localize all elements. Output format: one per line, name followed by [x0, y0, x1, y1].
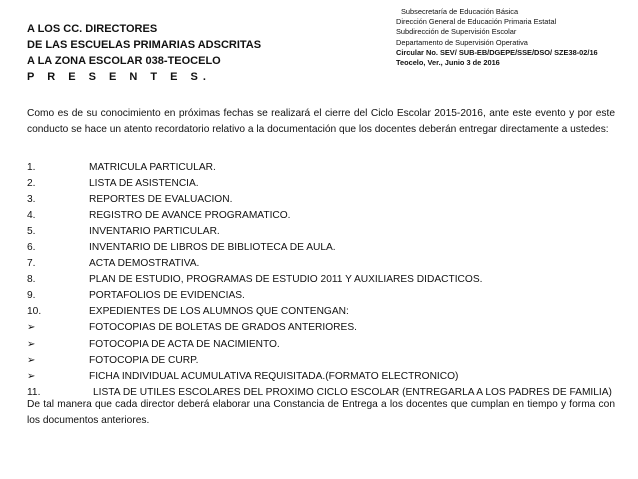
list-item	[27, 192, 627, 208]
list-item-number: 5.	[27, 226, 36, 238]
list-item	[27, 256, 627, 272]
list-item-number: 8.	[27, 274, 36, 286]
list-item	[27, 288, 627, 304]
sub-list-item-text: FOTOCOPIA DE ACTA DE NACIMIENTO.	[89, 338, 280, 350]
sub-list-item	[27, 320, 627, 336]
arrow-bullet-icon: ➢	[27, 354, 36, 366]
list-item-text: INVENTARIO PARTICULAR.	[89, 226, 220, 238]
list-item	[27, 304, 627, 320]
addressee-block	[27, 21, 261, 85]
list-item	[27, 160, 627, 176]
list-item	[27, 240, 627, 256]
list-item-number: 2.	[27, 178, 36, 190]
list-item-number: 7.	[27, 258, 36, 270]
letterhead-line: Subdirección de Supervisión Escolar	[396, 27, 517, 37]
list-item-text: REGISTRO DE AVANCE PROGRAMATICO.	[89, 210, 291, 222]
list-item-number: 6.	[27, 242, 36, 254]
sub-list-item-text: FOTOCOPIA DE CURP.	[89, 354, 199, 366]
list-item-text: ACTA DEMOSTRATIVA.	[89, 258, 200, 270]
list-item-number: 4.	[27, 210, 36, 222]
sub-list-item-text: FICHA INDIVIDUAL ACUMULATIVA REQUISITADA.(FORMATO ELECTRONICO)	[89, 370, 459, 382]
addressee-presentes: P R E S E N T E S.	[27, 71, 211, 83]
list-item-text: LISTA DE UTILES ESCOLARES DEL PROXIMO CICLO ESCOLAR (ENTREGARLA A LOS PADRES DE FAMILIA)	[93, 386, 612, 398]
list-item-number: 10.	[27, 306, 42, 318]
list-item-number: 9.	[27, 290, 36, 302]
letterhead-line: Departamento de Supervisión Operativa	[396, 37, 528, 47]
list-item-text: MATRICULA PARTICULAR.	[89, 162, 216, 173]
document-list	[27, 160, 627, 401]
list-item-text: PORTAFOLIOS DE EVIDENCIAS.	[89, 290, 245, 302]
list-item-number: 11.	[27, 386, 41, 398]
circular-number: Circular No. SEV/ SUB-EB/DGEPE/SSE/DSO/ SZE38-02/16	[396, 47, 598, 57]
arrow-bullet-icon: ➢	[27, 370, 36, 382]
list-item-number: 1.	[27, 162, 36, 173]
list-item-text: INVENTARIO DE LIBROS DE BIBLIOTECA DE AULA.	[89, 242, 336, 254]
arrow-bullet-icon: ➢	[27, 338, 36, 350]
list-item	[27, 272, 627, 288]
list-item-text: REPORTES DE EVALUACION.	[89, 194, 233, 206]
letterhead-block	[396, 7, 598, 68]
sub-list-item	[27, 369, 627, 385]
addressee-line: A LA ZONA ESCOLAR 038-TEOCELO	[27, 55, 221, 67]
place-date: Teocelo, Ver., Junio 3 de 2016	[396, 58, 500, 68]
list-item-text: LISTA DE ASISTENCIA.	[89, 178, 199, 190]
list-item	[27, 176, 627, 192]
list-item-text: PLAN DE ESTUDIO, PROGRAMAS DE ESTUDIO 2011 Y AUXILIARES DIDACTICOS.	[89, 274, 483, 286]
letterhead-line: Dirección General de Educación Primaria Estatal	[396, 17, 557, 27]
sub-list-item-text: FOTOCOPIAS DE BOLETAS DE GRADOS ANTERIORES.	[89, 322, 357, 334]
closing-paragraph: De tal manera que cada director deberá elaborar una Constancia de Entrega a los docentes que cumplan en tiempo y forma con los documentos anteriores.	[27, 399, 615, 426]
arrow-bullet-icon: ➢	[27, 322, 36, 334]
list-item	[27, 224, 627, 240]
addressee-line: A LOS CC. DIRECTORES	[27, 23, 158, 35]
sub-list-item	[27, 337, 627, 353]
list-item-number: 3.	[27, 194, 36, 206]
list-item	[27, 208, 627, 224]
addressee-line: DE LAS ESCUELAS PRIMARIAS ADSCRITAS	[27, 39, 262, 51]
list-item-text: EXPEDIENTES DE LOS ALUMNOS QUE CONTENGAN:	[89, 306, 349, 318]
intro-paragraph: Como es de su conocimiento en próximas fechas se realizará el cierre del Ciclo Escolar 2015-2016, ante este evento y por este conducto se hace un atento recordatorio relativo a la documentación que los docentes deberán entregar directamente a ustedes:	[27, 108, 615, 135]
sub-list-item	[27, 353, 627, 369]
letterhead-line: Subsecretaría de Educación Básica	[401, 7, 519, 16]
